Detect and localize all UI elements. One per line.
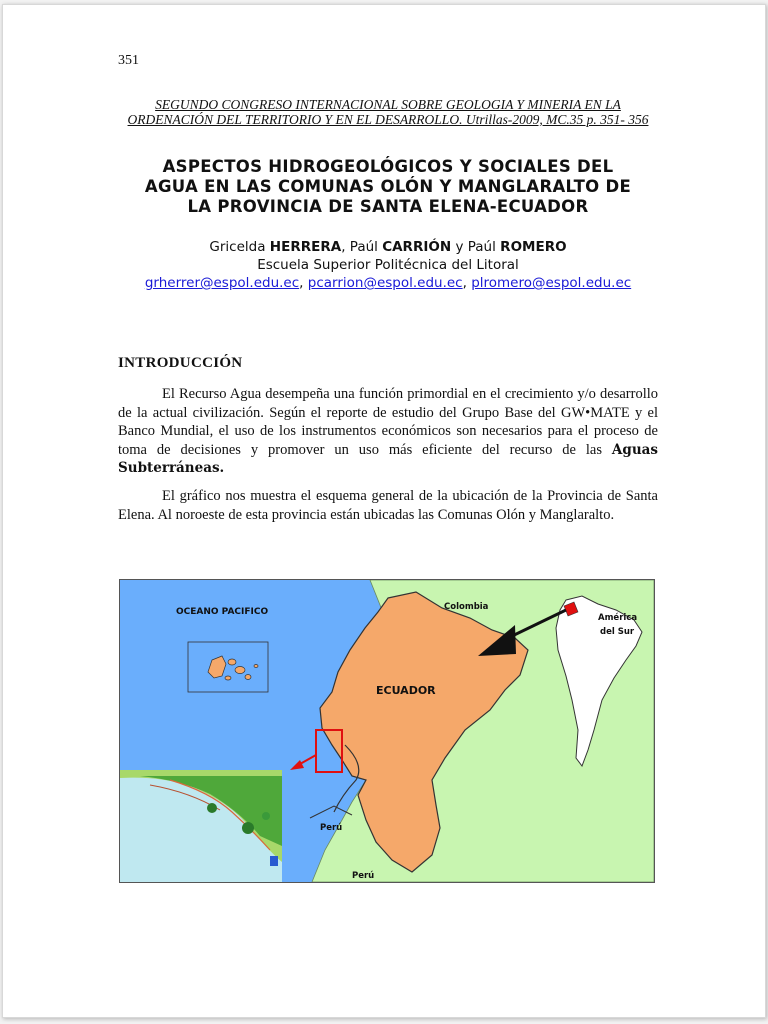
title-line-3: LA PROVINCIA DE SANTA ELENA-ECUADOR — [187, 197, 589, 216]
ocean-label: OCEANO PACIFICO — [176, 607, 269, 617]
author-3-last: ROMERO — [500, 239, 567, 255]
congress-line-1: SEGUNDO CONGRESO INTERNACIONAL SOBRE GEOLOGIA Y MINERIA EN LA — [155, 97, 621, 112]
paragraph-1 — [118, 385, 658, 478]
america-label-line2: del Sur — [600, 627, 635, 637]
document-page — [2, 4, 766, 1018]
institution: Escuela Superior Politécnica del Litoral — [257, 257, 519, 273]
congress-line-2: ORDENACIÓN DEL TERRITORIO Y EN EL DESARROLLO. Utrillas-2009, MC.35 p. 351- 356 — [127, 112, 649, 127]
colombia-label: Colombia — [444, 602, 489, 612]
email-link-1[interactable]: grherrer@espol.edu.ec — [144, 275, 300, 291]
author-names: Gricelda HERRERA, Paúl CARRIÓN y Paúl ROMERO — [209, 239, 567, 255]
paragraph-1-text: El Recurso Agua desempeña una función primordial en el crecimiento y/o desarrollo de la actual civilización. Según el reporte de estudio del Grupo Base del GW•MATE y el Banco Mundial, el uso de los instrumentos económicos son necesarios para el proceso de toma de decisiones y promover un uso más eficiente del recurso de las — [118, 386, 658, 458]
paragraph-2-text: El gráfico nos muestra el esquema general de la ubicación de la Provincia de Santa Elena. Al noroeste de esta provincia están ubicadas las Comunas Olón y Manglaralto. — [118, 488, 658, 523]
author-emails: grherrer@espol.edu.ec, pcarrion@espol.edu.ec, plromero@espol.edu.ec — [144, 275, 632, 291]
america-label-line1: América — [598, 613, 638, 623]
author-1-last: HERRERA — [269, 239, 342, 255]
peru-label-2: Perú — [352, 871, 375, 881]
author-3-first: Paúl — [467, 239, 496, 255]
location-map-figure — [119, 579, 655, 883]
satellite-inset — [120, 770, 282, 882]
paragraph-2 — [118, 487, 658, 524]
title-line-1: ASPECTOS HIDROGEOLÓGICOS Y SOCIALES DEL — [162, 157, 614, 176]
title-line-2: AGUA EN LAS COMUNAS OLÓN Y MANGLARALTO DE — [144, 177, 632, 196]
map-svg — [120, 580, 654, 882]
author-1-first: Gricelda — [209, 239, 266, 255]
ecuador-label: ECUADOR — [376, 684, 436, 697]
congress-header — [103, 97, 673, 127]
author-conjunction: y — [455, 239, 464, 255]
paper-title — [83, 157, 693, 217]
page-number: 351 — [118, 53, 139, 68]
section-heading: INTRODUCCIÓN — [118, 355, 243, 371]
email-link-2[interactable]: pcarrion@espol.edu.ec — [307, 275, 463, 291]
author-2-last: CARRIÓN — [382, 239, 452, 255]
email-link-3[interactable]: plromero@espol.edu.ec — [471, 275, 632, 291]
author-block — [83, 238, 693, 292]
paragraph-1-bold: Aguas Subterráneas. — [118, 441, 658, 476]
peru-label-1: Perú — [320, 823, 343, 833]
author-2-first: Paúl — [349, 239, 378, 255]
